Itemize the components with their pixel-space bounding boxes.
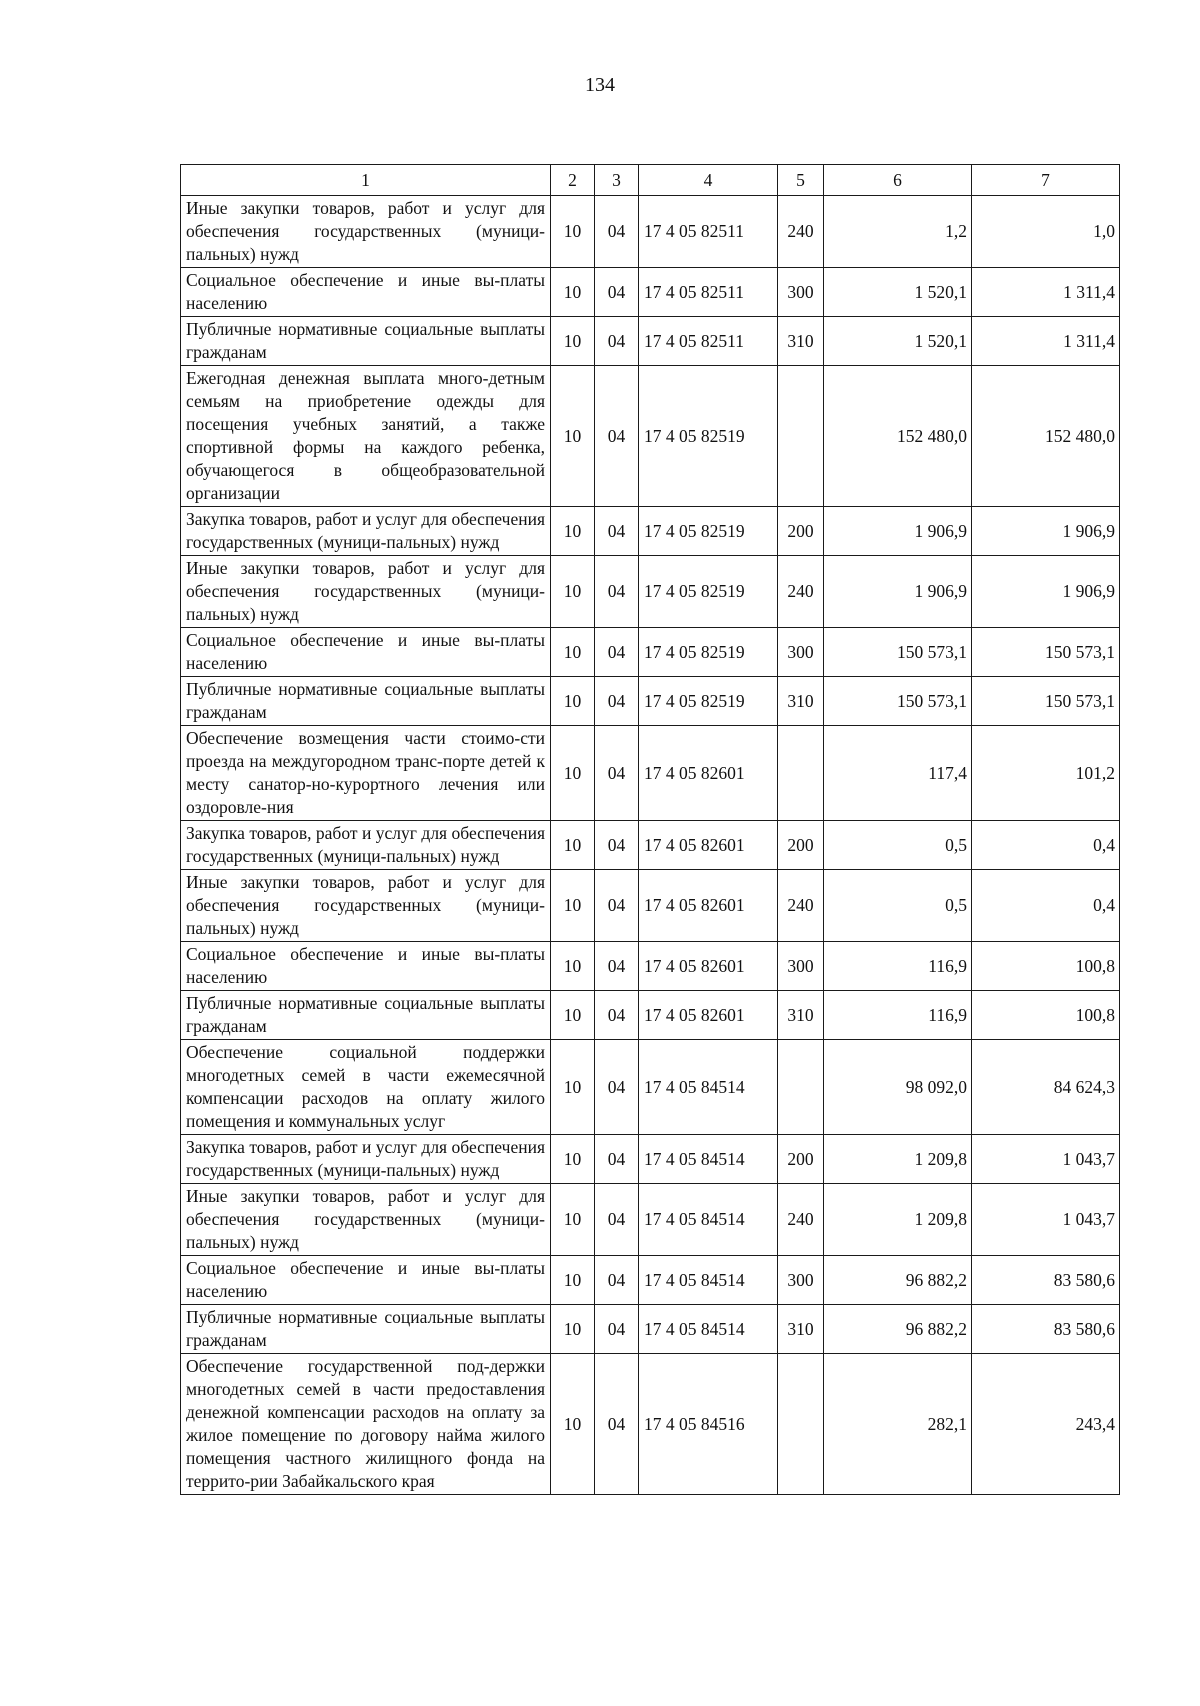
row-amount-2-cell: 100,8 [972, 942, 1120, 991]
row-amount-1-cell: 152 480,0 [824, 366, 972, 507]
row-amount-2-cell: 101,2 [972, 726, 1120, 821]
row-amount-2-cell: 150 573,1 [972, 677, 1120, 726]
row-amount-1-cell: 96 882,2 [824, 1305, 972, 1354]
row-subsection-cell: 04 [595, 366, 639, 507]
header-col-7: 7 [972, 165, 1120, 196]
row-name-cell: Обеспечение государственной под-держки многодетных семей в части предоставления денежной компенсации расходов на оплату за жилое помещение по договору найма жилого помещения частного жилищного фонда на террито-рии Забайкальского края [181, 1354, 551, 1495]
row-amount-2-cell: 243,4 [972, 1354, 1120, 1495]
row-expense-type-cell: 310 [778, 677, 824, 726]
row-name-cell: Иные закупки товаров, работ и услуг для обеспечения государственных (муници-пальных) нужд [181, 1184, 551, 1256]
row-amount-1-cell: 1 209,8 [824, 1135, 972, 1184]
row-expense-type-cell: 300 [778, 1256, 824, 1305]
row-amount-1-cell: 116,9 [824, 942, 972, 991]
row-section-cell: 10 [551, 821, 595, 870]
row-name-cell: Закупка товаров, работ и услуг для обеспечения государственных (муници-пальных) нужд [181, 507, 551, 556]
row-subsection-cell: 04 [595, 991, 639, 1040]
row-expense-type-cell [778, 366, 824, 507]
row-subsection-cell: 04 [595, 870, 639, 942]
row-amount-2-cell: 83 580,6 [972, 1305, 1120, 1354]
row-name-cell: Иные закупки товаров, работ и услуг для обеспечения государственных (муници-пальных) нужд [181, 556, 551, 628]
row-expense-type-cell: 310 [778, 991, 824, 1040]
table-row [181, 366, 1120, 507]
row-amount-1-cell: 96 882,2 [824, 1256, 972, 1305]
row-name-cell: Социальное обеспечение и иные вы-платы населению [181, 268, 551, 317]
row-target-code-cell: 17 4 05 82519 [639, 366, 778, 507]
row-amount-1-cell: 1 520,1 [824, 317, 972, 366]
table-row [181, 991, 1120, 1040]
row-target-code-cell: 17 4 05 82519 [639, 507, 778, 556]
row-subsection-cell: 04 [595, 1305, 639, 1354]
row-amount-2-cell: 150 573,1 [972, 628, 1120, 677]
row-subsection-cell: 04 [595, 507, 639, 556]
table-row [181, 628, 1120, 677]
row-target-code-cell: 17 4 05 84514 [639, 1305, 778, 1354]
row-section-cell: 10 [551, 677, 595, 726]
table-row [181, 556, 1120, 628]
table-row [181, 507, 1120, 556]
table-row [181, 1184, 1120, 1256]
row-target-code-cell: 17 4 05 82511 [639, 196, 778, 268]
row-section-cell: 10 [551, 870, 595, 942]
row-expense-type-cell [778, 1354, 824, 1495]
row-target-code-cell: 17 4 05 82601 [639, 942, 778, 991]
row-name-cell: Иные закупки товаров, работ и услуг для обеспечения государственных (муници-пальных) нужд [181, 870, 551, 942]
header-col-6: 6 [824, 165, 972, 196]
row-amount-1-cell: 150 573,1 [824, 677, 972, 726]
row-amount-1-cell: 117,4 [824, 726, 972, 821]
row-name-cell: Публичные нормативные социальные выплаты гражданам [181, 677, 551, 726]
row-expense-type-cell: 300 [778, 268, 824, 317]
row-name-cell: Социальное обеспечение и иные вы-платы населению [181, 1256, 551, 1305]
row-target-code-cell: 17 4 05 82519 [639, 677, 778, 726]
table-row [181, 1256, 1120, 1305]
table-row [181, 677, 1120, 726]
row-amount-2-cell: 1 043,7 [972, 1184, 1120, 1256]
row-target-code-cell: 17 4 05 84514 [639, 1040, 778, 1135]
row-section-cell: 10 [551, 366, 595, 507]
row-expense-type-cell: 240 [778, 1184, 824, 1256]
row-name-cell: Ежегодная денежная выплата много-детным семьям на приобретение одежды для посещения учебных занятий, а также спортивной формы на каждого ребенка, обучающегося в общеобразовательной организации [181, 366, 551, 507]
row-amount-2-cell: 1 906,9 [972, 507, 1120, 556]
row-target-code-cell: 17 4 05 84514 [639, 1256, 778, 1305]
row-expense-type-cell [778, 1040, 824, 1135]
row-amount-1-cell: 282,1 [824, 1354, 972, 1495]
row-subsection-cell: 04 [595, 1135, 639, 1184]
row-subsection-cell: 04 [595, 317, 639, 366]
row-expense-type-cell: 310 [778, 1305, 824, 1354]
row-amount-1-cell: 0,5 [824, 870, 972, 942]
row-subsection-cell: 04 [595, 677, 639, 726]
row-subsection-cell: 04 [595, 1184, 639, 1256]
row-target-code-cell: 17 4 05 82511 [639, 317, 778, 366]
row-name-cell: Публичные нормативные социальные выплаты гражданам [181, 317, 551, 366]
row-section-cell: 10 [551, 317, 595, 366]
row-amount-1-cell: 150 573,1 [824, 628, 972, 677]
row-section-cell: 10 [551, 726, 595, 821]
row-target-code-cell: 17 4 05 82519 [639, 556, 778, 628]
row-expense-type-cell: 300 [778, 942, 824, 991]
row-amount-1-cell: 1 520,1 [824, 268, 972, 317]
row-target-code-cell: 17 4 05 84516 [639, 1354, 778, 1495]
row-subsection-cell: 04 [595, 196, 639, 268]
header-col-4: 4 [639, 165, 778, 196]
row-amount-2-cell: 1 311,4 [972, 268, 1120, 317]
row-subsection-cell: 04 [595, 268, 639, 317]
row-section-cell: 10 [551, 991, 595, 1040]
row-expense-type-cell: 200 [778, 821, 824, 870]
header-col-5: 5 [778, 165, 824, 196]
row-amount-1-cell: 98 092,0 [824, 1040, 972, 1135]
row-amount-2-cell: 1 906,9 [972, 556, 1120, 628]
row-amount-2-cell: 100,8 [972, 991, 1120, 1040]
row-subsection-cell: 04 [595, 1256, 639, 1305]
row-target-code-cell: 17 4 05 82519 [639, 628, 778, 677]
header-col-1: 1 [181, 165, 551, 196]
row-subsection-cell: 04 [595, 821, 639, 870]
row-section-cell: 10 [551, 196, 595, 268]
row-expense-type-cell: 240 [778, 556, 824, 628]
budget-table [180, 164, 1120, 1495]
row-expense-type-cell: 310 [778, 317, 824, 366]
row-name-cell: Закупка товаров, работ и услуг для обеспечения государственных (муници-пальных) нужд [181, 821, 551, 870]
table-row [181, 942, 1120, 991]
row-amount-2-cell: 84 624,3 [972, 1040, 1120, 1135]
row-target-code-cell: 17 4 05 84514 [639, 1135, 778, 1184]
row-amount-2-cell: 1,0 [972, 196, 1120, 268]
header-col-2: 2 [551, 165, 595, 196]
table-row [181, 1040, 1120, 1135]
row-name-cell: Социальное обеспечение и иные вы-платы населению [181, 942, 551, 991]
row-name-cell: Социальное обеспечение и иные вы-платы населению [181, 628, 551, 677]
row-target-code-cell: 17 4 05 84514 [639, 1184, 778, 1256]
row-name-cell: Публичные нормативные социальные выплаты гражданам [181, 1305, 551, 1354]
row-subsection-cell: 04 [595, 556, 639, 628]
row-subsection-cell: 04 [595, 726, 639, 821]
row-section-cell: 10 [551, 1184, 595, 1256]
table-header-row [181, 165, 1120, 196]
row-amount-2-cell: 83 580,6 [972, 1256, 1120, 1305]
row-section-cell: 10 [551, 1040, 595, 1135]
row-target-code-cell: 17 4 05 82601 [639, 870, 778, 942]
row-subsection-cell: 04 [595, 628, 639, 677]
table-row [181, 821, 1120, 870]
row-section-cell: 10 [551, 1354, 595, 1495]
row-section-cell: 10 [551, 942, 595, 991]
row-amount-2-cell: 1 311,4 [972, 317, 1120, 366]
row-amount-2-cell: 0,4 [972, 870, 1120, 942]
table-row [181, 1135, 1120, 1184]
row-subsection-cell: 04 [595, 1040, 639, 1135]
row-amount-1-cell: 1,2 [824, 196, 972, 268]
row-target-code-cell: 17 4 05 82601 [639, 991, 778, 1040]
row-section-cell: 10 [551, 1135, 595, 1184]
header-col-3: 3 [595, 165, 639, 196]
row-expense-type-cell: 240 [778, 870, 824, 942]
row-name-cell: Обеспечение социальной поддержки многодетных семей в части ежемесячной компенсации расходов на оплату жилого помещения и коммунальных услуг [181, 1040, 551, 1135]
row-section-cell: 10 [551, 1305, 595, 1354]
row-amount-1-cell: 116,9 [824, 991, 972, 1040]
row-expense-type-cell: 240 [778, 196, 824, 268]
row-section-cell: 10 [551, 268, 595, 317]
row-target-code-cell: 17 4 05 82601 [639, 726, 778, 821]
row-expense-type-cell [778, 726, 824, 821]
page-number: 134 [585, 74, 615, 96]
row-name-cell: Обеспечение возмещения части стоимо-сти проезда на междугородном транс-порте детей к месту санатор-но-курортного лечения или оздоровле-ния [181, 726, 551, 821]
row-amount-1-cell: 1 906,9 [824, 556, 972, 628]
table-row [181, 317, 1120, 366]
table-row [181, 1305, 1120, 1354]
table-row [181, 1354, 1120, 1495]
row-amount-2-cell: 152 480,0 [972, 366, 1120, 507]
row-subsection-cell: 04 [595, 942, 639, 991]
row-amount-1-cell: 0,5 [824, 821, 972, 870]
table-row [181, 196, 1120, 268]
row-target-code-cell: 17 4 05 82601 [639, 821, 778, 870]
row-subsection-cell: 04 [595, 1354, 639, 1495]
row-amount-2-cell: 0,4 [972, 821, 1120, 870]
row-target-code-cell: 17 4 05 82511 [639, 268, 778, 317]
row-section-cell: 10 [551, 556, 595, 628]
table-row [181, 726, 1120, 821]
table-row [181, 268, 1120, 317]
row-expense-type-cell: 200 [778, 507, 824, 556]
row-expense-type-cell: 300 [778, 628, 824, 677]
row-expense-type-cell: 200 [778, 1135, 824, 1184]
row-section-cell: 10 [551, 1256, 595, 1305]
row-section-cell: 10 [551, 628, 595, 677]
row-name-cell: Публичные нормативные социальные выплаты гражданам [181, 991, 551, 1040]
row-amount-1-cell: 1 209,8 [824, 1184, 972, 1256]
row-section-cell: 10 [551, 507, 595, 556]
row-name-cell: Закупка товаров, работ и услуг для обеспечения государственных (муници-пальных) нужд [181, 1135, 551, 1184]
row-amount-1-cell: 1 906,9 [824, 507, 972, 556]
table-row [181, 870, 1120, 942]
row-amount-2-cell: 1 043,7 [972, 1135, 1120, 1184]
row-name-cell: Иные закупки товаров, работ и услуг для обеспечения государственных (муници-пальных) нужд [181, 196, 551, 268]
